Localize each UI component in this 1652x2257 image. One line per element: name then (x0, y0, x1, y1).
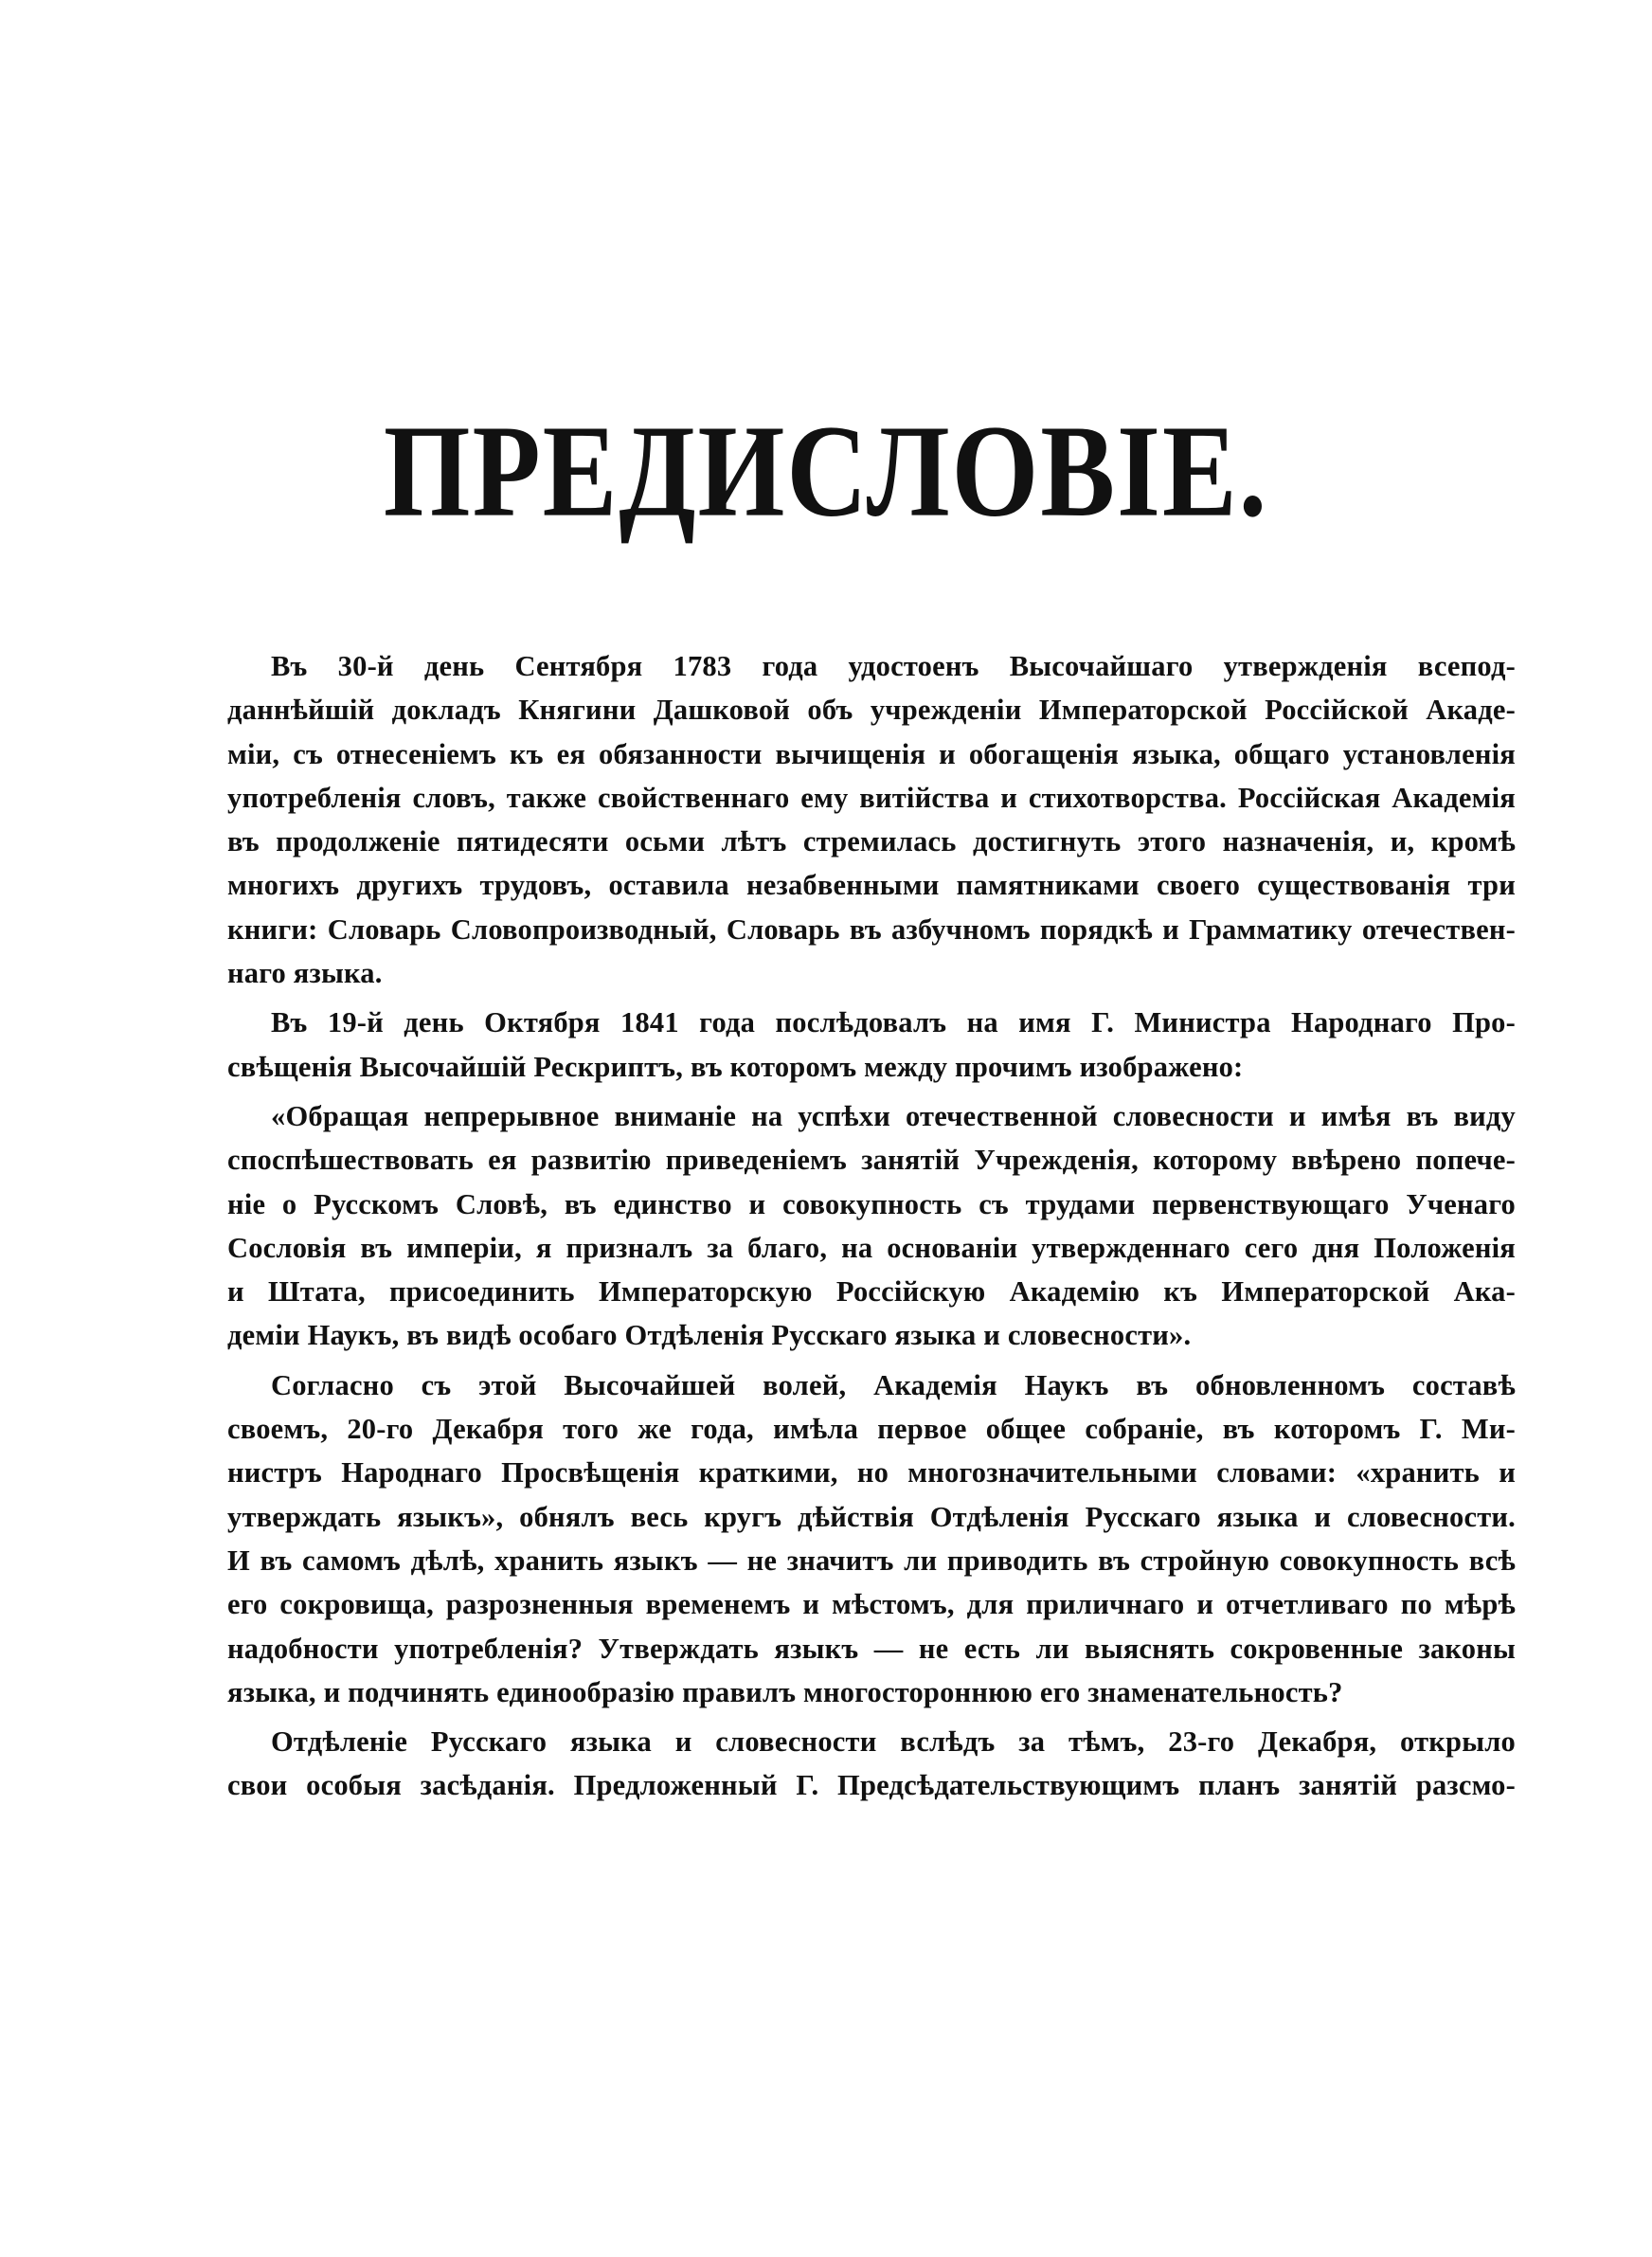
text-line: міи, съ отнесеніемъ къ ея обязанности вычищенія и обогащенія языка, общаго установленія (227, 737, 1516, 770)
text-line: многихъ другихъ трудовъ, оставила незабвенными памятниками своего существованія три (227, 869, 1516, 902)
text-line: наго языка. (227, 957, 383, 990)
text-line: книги: Словарь Словопроизводный, Словарь въ азбучномъ порядкѣ и Грамматику отечествен- (227, 912, 1516, 946)
text-line: употребленія словъ, также свойственнаго ему витійства и стихотворства. Россійская Академія (227, 781, 1516, 814)
paragraph-1 (227, 644, 1516, 995)
text-line: языка, и подчинять единообразію правилъ многостороннюю его знаменательность? (227, 1675, 1343, 1708)
text-line: Въ 30-й день Сентября 1783 года удостоенъ Высочайшаго утвержденія всепод- (271, 650, 1516, 682)
preface-body (227, 644, 1516, 1814)
text-line: И въ самомъ дѣлѣ, хранить языкъ — не значитъ ли приводить въ стройную совокупность всѣ (227, 1544, 1516, 1577)
text-line: «Обращая непрерывное вниманіе на успѣхи отечественной словесности и имѣя въ виду (271, 1099, 1516, 1132)
text-line: деміи Наукъ, въ видѣ особаго Отдѣленія Русскаго языка и словесности». (227, 1319, 1192, 1352)
text-line: свѣщенія Высочайшій Рескриптъ, въ которомъ между прочимъ изображено: (227, 1050, 1244, 1083)
paragraph-2 (227, 1001, 1516, 1089)
text-line: свои особыя засѣданія. Предложенный Г. Предсѣдательствующимъ планъ занятій разсмо- (227, 1769, 1516, 1802)
text-line: надобности употребленія? Утверждать языкъ — не есть ли выяснять сокровенные законы (227, 1632, 1516, 1665)
text-line: даннѣйшій докладъ Княгини Дашковой объ учрежденіи Императорской Россійской Акаде- (227, 694, 1516, 727)
paragraph-4 (227, 1363, 1516, 1714)
text-line: Въ 19-й день Октября 1841 года послѣдовалъ на имя Г. Министра Народнаго Про- (271, 1006, 1516, 1039)
text-line: Согласно съ этой Высочайшей волей, Академія Наукъ въ обновленномъ составѣ (271, 1368, 1516, 1401)
paragraph-3-quote (227, 1094, 1516, 1358)
text-line: споспѣшествовать ея развитію приведеніемъ занятій Учрежденія, которому ввѣрено попече- (227, 1144, 1516, 1177)
text-line: въ продолженіе пятидесяти осьми лѣтъ стремилась достигнуть этого назначенія, и, кромѣ (227, 825, 1516, 858)
page-title: ПРЕДИСЛОВІЕ. (383, 397, 1269, 545)
text-line: нистръ Народнаго Просвѣщенія краткими, но многозначительными словами: «хранить и (227, 1456, 1516, 1490)
text-line: и Штата, присоединить Императорскую Россійскую Академію къ Императорской Ака- (227, 1275, 1516, 1309)
paragraph-5 (227, 1720, 1516, 1808)
text-line: утверждать языкъ», обнялъ весь кругъ дѣйствія Отдѣленія Русскаго языка и словесности. (227, 1500, 1516, 1533)
text-line: Отдѣленіе Русскаго языка и словесности вслѣдъ за тѣмъ, 23-го Декабря, открыло (271, 1725, 1516, 1759)
text-line: ніе о Русскомъ Словѣ, въ единство и совокупность съ трудами первенствующаго Ученаго (227, 1187, 1516, 1220)
text-line: своемъ, 20-го Декабря того же года, имѣла первое общее собраніе, въ которомъ Г. Ми- (227, 1413, 1516, 1446)
text-line: Сословія въ имперіи, я призналъ за благо, на основаніи утвержденнаго сего дня Положенія (227, 1231, 1516, 1264)
text-line: его сокровища, разрозненныя временемъ и мѣстомъ, для приличнаго и отчетливаго по мѣрѣ (227, 1588, 1516, 1621)
